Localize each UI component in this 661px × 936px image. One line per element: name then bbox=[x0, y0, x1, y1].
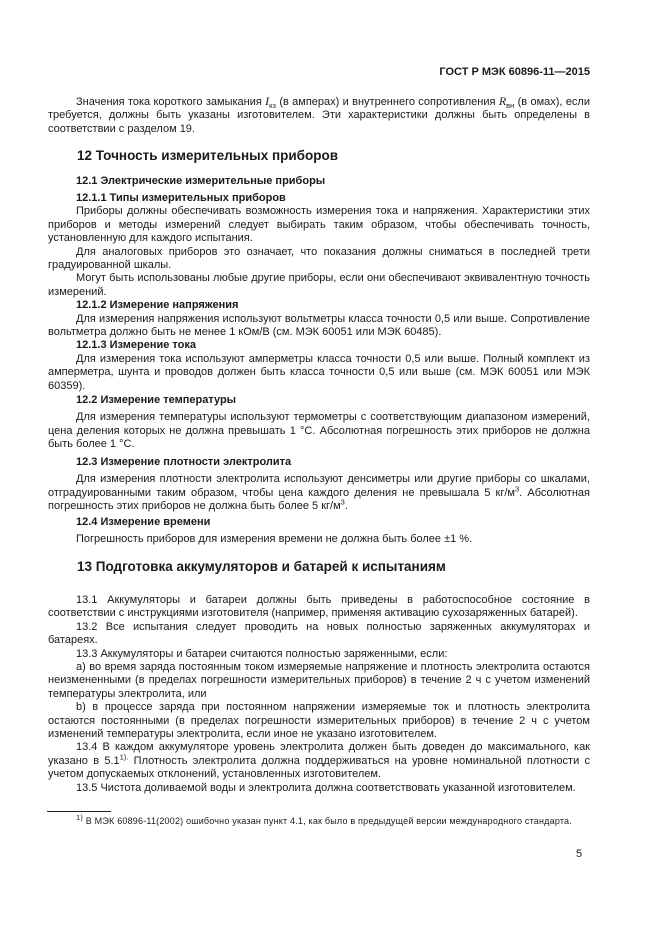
text: Плотность электролита должна поддерживаться на уровне номинальной плотности с учетом допускаемых отклонений, установленных изготовителем. bbox=[48, 754, 590, 781]
footnote-divider bbox=[47, 811, 111, 812]
footnote-ref[interactable]: 1). bbox=[119, 752, 129, 762]
superscript: 3 bbox=[514, 484, 520, 494]
footnote-text: В МЭК 60896-11(2002) ошибочно указан пункт 4.1, как было в предыдущей версии международного стандарта. bbox=[83, 816, 572, 826]
section-13-title: 13 Подготовка аккумуляторов и батарей к испытаниям bbox=[77, 559, 446, 574]
section-12-2-title: 12.2 Измерение температуры bbox=[76, 394, 237, 406]
subscript: вн bbox=[506, 101, 515, 111]
footnote bbox=[48, 815, 590, 828]
text: Для измерения плотности электролита используют денсиметры или другие приборы со шкалами, отградуированными таким образом, чтобы цена каждого деления не превышала 5 кг/м bbox=[48, 473, 590, 499]
symbol-i: I bbox=[265, 94, 270, 108]
section-12-2 bbox=[48, 394, 590, 452]
list-item-b: b) в процессе заряда при постоянном напряжении измеряемые ток и плотность электролита остаются постоянными (в пределах погрешности измерительных приборов) в течение 2 ч с учетом изменений температуры электролита, если иное не указано изготовителем. bbox=[48, 701, 590, 741]
paragraph: Для измерения тока используют амперметры класса точности 0,5 или выше. Полный комплект из амперметра, шунта и проводов должен быть класса точности 0,5 или выше (см. МЭК 60051 или МЭК 60359). bbox=[48, 352, 590, 392]
paragraph: Для аналоговых приборов это означает, что показания должны сниматься в последней трети градуированной шкалы. bbox=[48, 245, 590, 272]
page-number: 5 bbox=[576, 848, 583, 860]
paragraph: Могут быть использованы любые другие приборы, если они обеспечивают эквивалентную точность измерений. bbox=[48, 272, 590, 298]
section-12-1-1-title: 12.1.1 Типы измерительных приборов bbox=[76, 192, 286, 204]
paragraph: Для измерения температуры используют термометры с соответствующим диапазоном измерений, цена деления которых не должна превышать 1 °С. Абсолютная погрешность этих приборов не должна быть более 1 °С. bbox=[48, 411, 590, 451]
section-12-1-title: 12.1 Электрические измерительные приборы bbox=[76, 175, 326, 187]
subscript: кз bbox=[269, 101, 276, 111]
section-12-1-2-title: 12.1.2 Измерение напряжения bbox=[76, 299, 239, 312]
symbol-r: R bbox=[498, 94, 507, 108]
section-12-3-title: 12.3 Измерение плотности электролита bbox=[76, 456, 292, 468]
paragraph: 13.2 Все испытания следует проводить на новых полностью заряженных аккумуляторах и батареях. bbox=[48, 620, 590, 647]
intro-paragraph bbox=[48, 95, 590, 136]
section-12-4-title: 12.4 Измерение времени bbox=[76, 516, 211, 528]
list-item-a: a) во время заряда постоянным током измеряемые напряжение и плотность электролита остаются неизмененными (в пределах погрешности измерительных приборов) в течение 2 ч с учетом изменений температуры электролита, или bbox=[48, 661, 590, 700]
text: 13.4 В каждом аккумуляторе уровень электролита должен быть доведен до максимального, как указано в 5.1 bbox=[48, 741, 590, 767]
section-12-title: 12 Точность измерительных приборов bbox=[77, 148, 339, 163]
section-12-4 bbox=[48, 516, 590, 547]
section-12-1-body bbox=[48, 192, 590, 393]
document-header: ГОСТ Р МЭК 60896-11—2015 bbox=[439, 66, 590, 78]
text: . bbox=[344, 500, 348, 513]
paragraph: Приборы должны обеспечивать возможность измерения тока и напряжения. Характеристики этих приборов и методы измерений следует выбирать таким образом, чтобы обеспечивать точность, установленную для каждого испытания. bbox=[48, 205, 590, 245]
text: (в амперах) и внутреннего сопротивления bbox=[275, 96, 499, 108]
paragraph: Погрешность приборов для измерения времени не должна быть более ±1 %. bbox=[76, 533, 473, 546]
text: . Абсолютная погрешность этих приборов не должна быть более 5 кг/м bbox=[48, 486, 590, 513]
section-12-3 bbox=[48, 456, 590, 514]
paragraph: Для измерения напряжения используют вольтметры класса точности 0,5 или выше. Сопротивление вольтметра должно быть не менее 1 кОм/В (см. МЭК 60051 или МЭК 60485). bbox=[48, 312, 590, 339]
text: Значения тока короткого замыкания bbox=[76, 96, 266, 108]
section-13-body bbox=[48, 594, 590, 795]
section-12-1-3-title: 12.1.3 Измерение тока bbox=[76, 339, 196, 352]
text: (в омах), если требуется, должны быть указаны изготовителем. Эти характеристики должны быть определены в соответствии с разделом 19. bbox=[48, 96, 590, 135]
paragraph: 13.5 Чистота доливаемой воды и электролита должна соответствовать указанной изготовителем. bbox=[76, 781, 576, 794]
paragraph: 13.3 Аккумуляторы и батареи считаются полностью заряженными, если: bbox=[76, 647, 448, 660]
paragraph: 13.1 Аккумуляторы и батареи должны быть приведены в работоспособное состояние в соответствии с инструкциями изготовителя (например, применяя активацию сухозаряженных батарей). bbox=[48, 594, 590, 620]
superscript: 3 bbox=[340, 497, 345, 507]
footnote-mark: 1) bbox=[76, 813, 84, 822]
